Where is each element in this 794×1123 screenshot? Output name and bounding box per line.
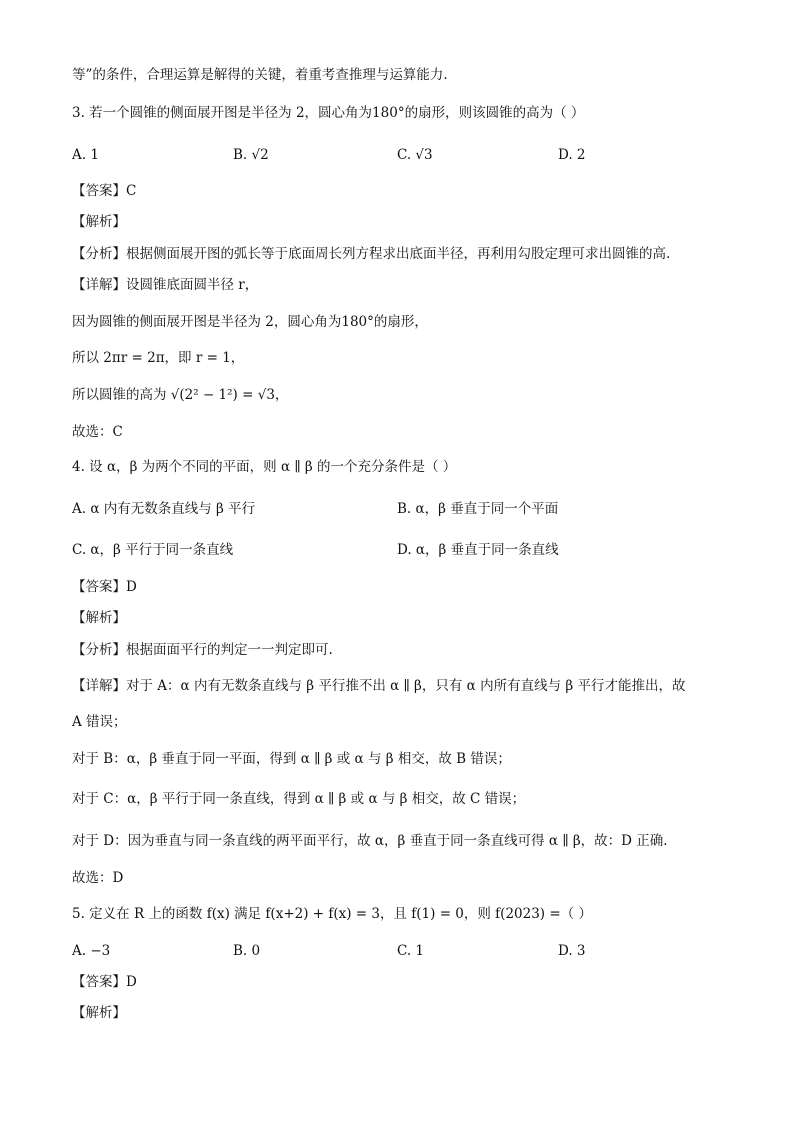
q4-analysis: 【分析】根据面面平行的判定一一判定即可. (72, 642, 333, 658)
q3-detail-line: 所以 2πr = 2π，即 r = 1， (72, 350, 245, 366)
question-4-stem: 4. 设 α，β 为两个不同的平面，则 α ∥ β 的一个充分条件是（ ） (72, 459, 457, 475)
q5-option-d: D. 3 (558, 943, 586, 959)
q3-answer: 【答案】C (72, 183, 137, 199)
q4-detail-line: 对于 D：因为垂直与同一条直线的两平面平行，故 α，β 垂直于同一条直线可得 α ∥ β，故：D 正确. (72, 833, 668, 849)
q3-option-d: D. 2 (558, 147, 586, 163)
text-line: 等”的条件，合理运算是解得的关键，着重考查推理与运算能力. (72, 67, 448, 83)
q4-conclusion: 故选：D (72, 870, 124, 886)
question-5-stem: 5. 定义在 R 上的函数 f(x) 满足 f(x+2) + f(x) = 3，且 f(1) = 0，则 f(2023) =（ ） (72, 906, 592, 922)
q3-option-b: B. √2 (233, 147, 269, 163)
q5-option-b: B. 0 (233, 943, 261, 959)
q3-option-a: A. 1 (72, 147, 99, 163)
q4-detail: 【详解】对于 A：α 内有无数条直线与 β 平行推不出 α ∥ β，只有 α 内所有直线与 β 平行才能推出，故 (72, 678, 686, 694)
q4-detail-line: 对于 C：α，β 平行于同一条直线，得到 α ∥ β 或 α 与 β 相交，故 C 错误； (72, 791, 526, 807)
q3-detail-line: 因为圆锥的侧面展开图是半径为 2，圆心角为180°的扇形， (72, 314, 428, 330)
q3-analysis: 【分析】根据侧面展开图的弧长等于底面周长列方程求出底面半径，再利用勾股定理可求出圆锥的高. (72, 246, 671, 262)
q4-jiexi-heading: 【解析】 (72, 610, 126, 626)
q4-detail-line: A 错误； (72, 714, 127, 730)
q4-option-d: D. α，β 垂直于同一条直线 (397, 542, 559, 558)
q4-option-a: A. α 内有无数条直线与 β 平行 (72, 501, 256, 517)
question-3-stem: 3. 若一个圆锥的侧面展开图是半径为 2，圆心角为180°的扇形，则该圆锥的高为（ ） (72, 105, 585, 121)
q5-jiexi-heading: 【解析】 (72, 1005, 126, 1021)
q3-conclusion: 故选：C (72, 424, 123, 440)
q4-answer: 【答案】D (72, 579, 137, 595)
q3-detail-line: 所以圆锥的高为 √(2² − 1²) = √3， (72, 387, 289, 403)
q5-option-a: A. −3 (72, 943, 111, 959)
q3-detail: 【详解】设圆锥底面圆半径 r， (72, 277, 259, 293)
q3-jiexi-heading: 【解析】 (72, 214, 126, 230)
q5-option-c: C. 1 (397, 943, 425, 959)
q5-answer: 【答案】D (72, 974, 137, 990)
q3-option-c: C. √3 (397, 147, 433, 163)
q4-option-c: C. α，β 平行于同一条直线 (72, 542, 234, 558)
q4-option-b: B. α，β 垂直于同一个平面 (397, 501, 559, 517)
q4-detail-line: 对于 B：α，β 垂直于同一平面，得到 α ∥ β 或 α 与 β 相交，故 B 错误； (72, 751, 511, 767)
